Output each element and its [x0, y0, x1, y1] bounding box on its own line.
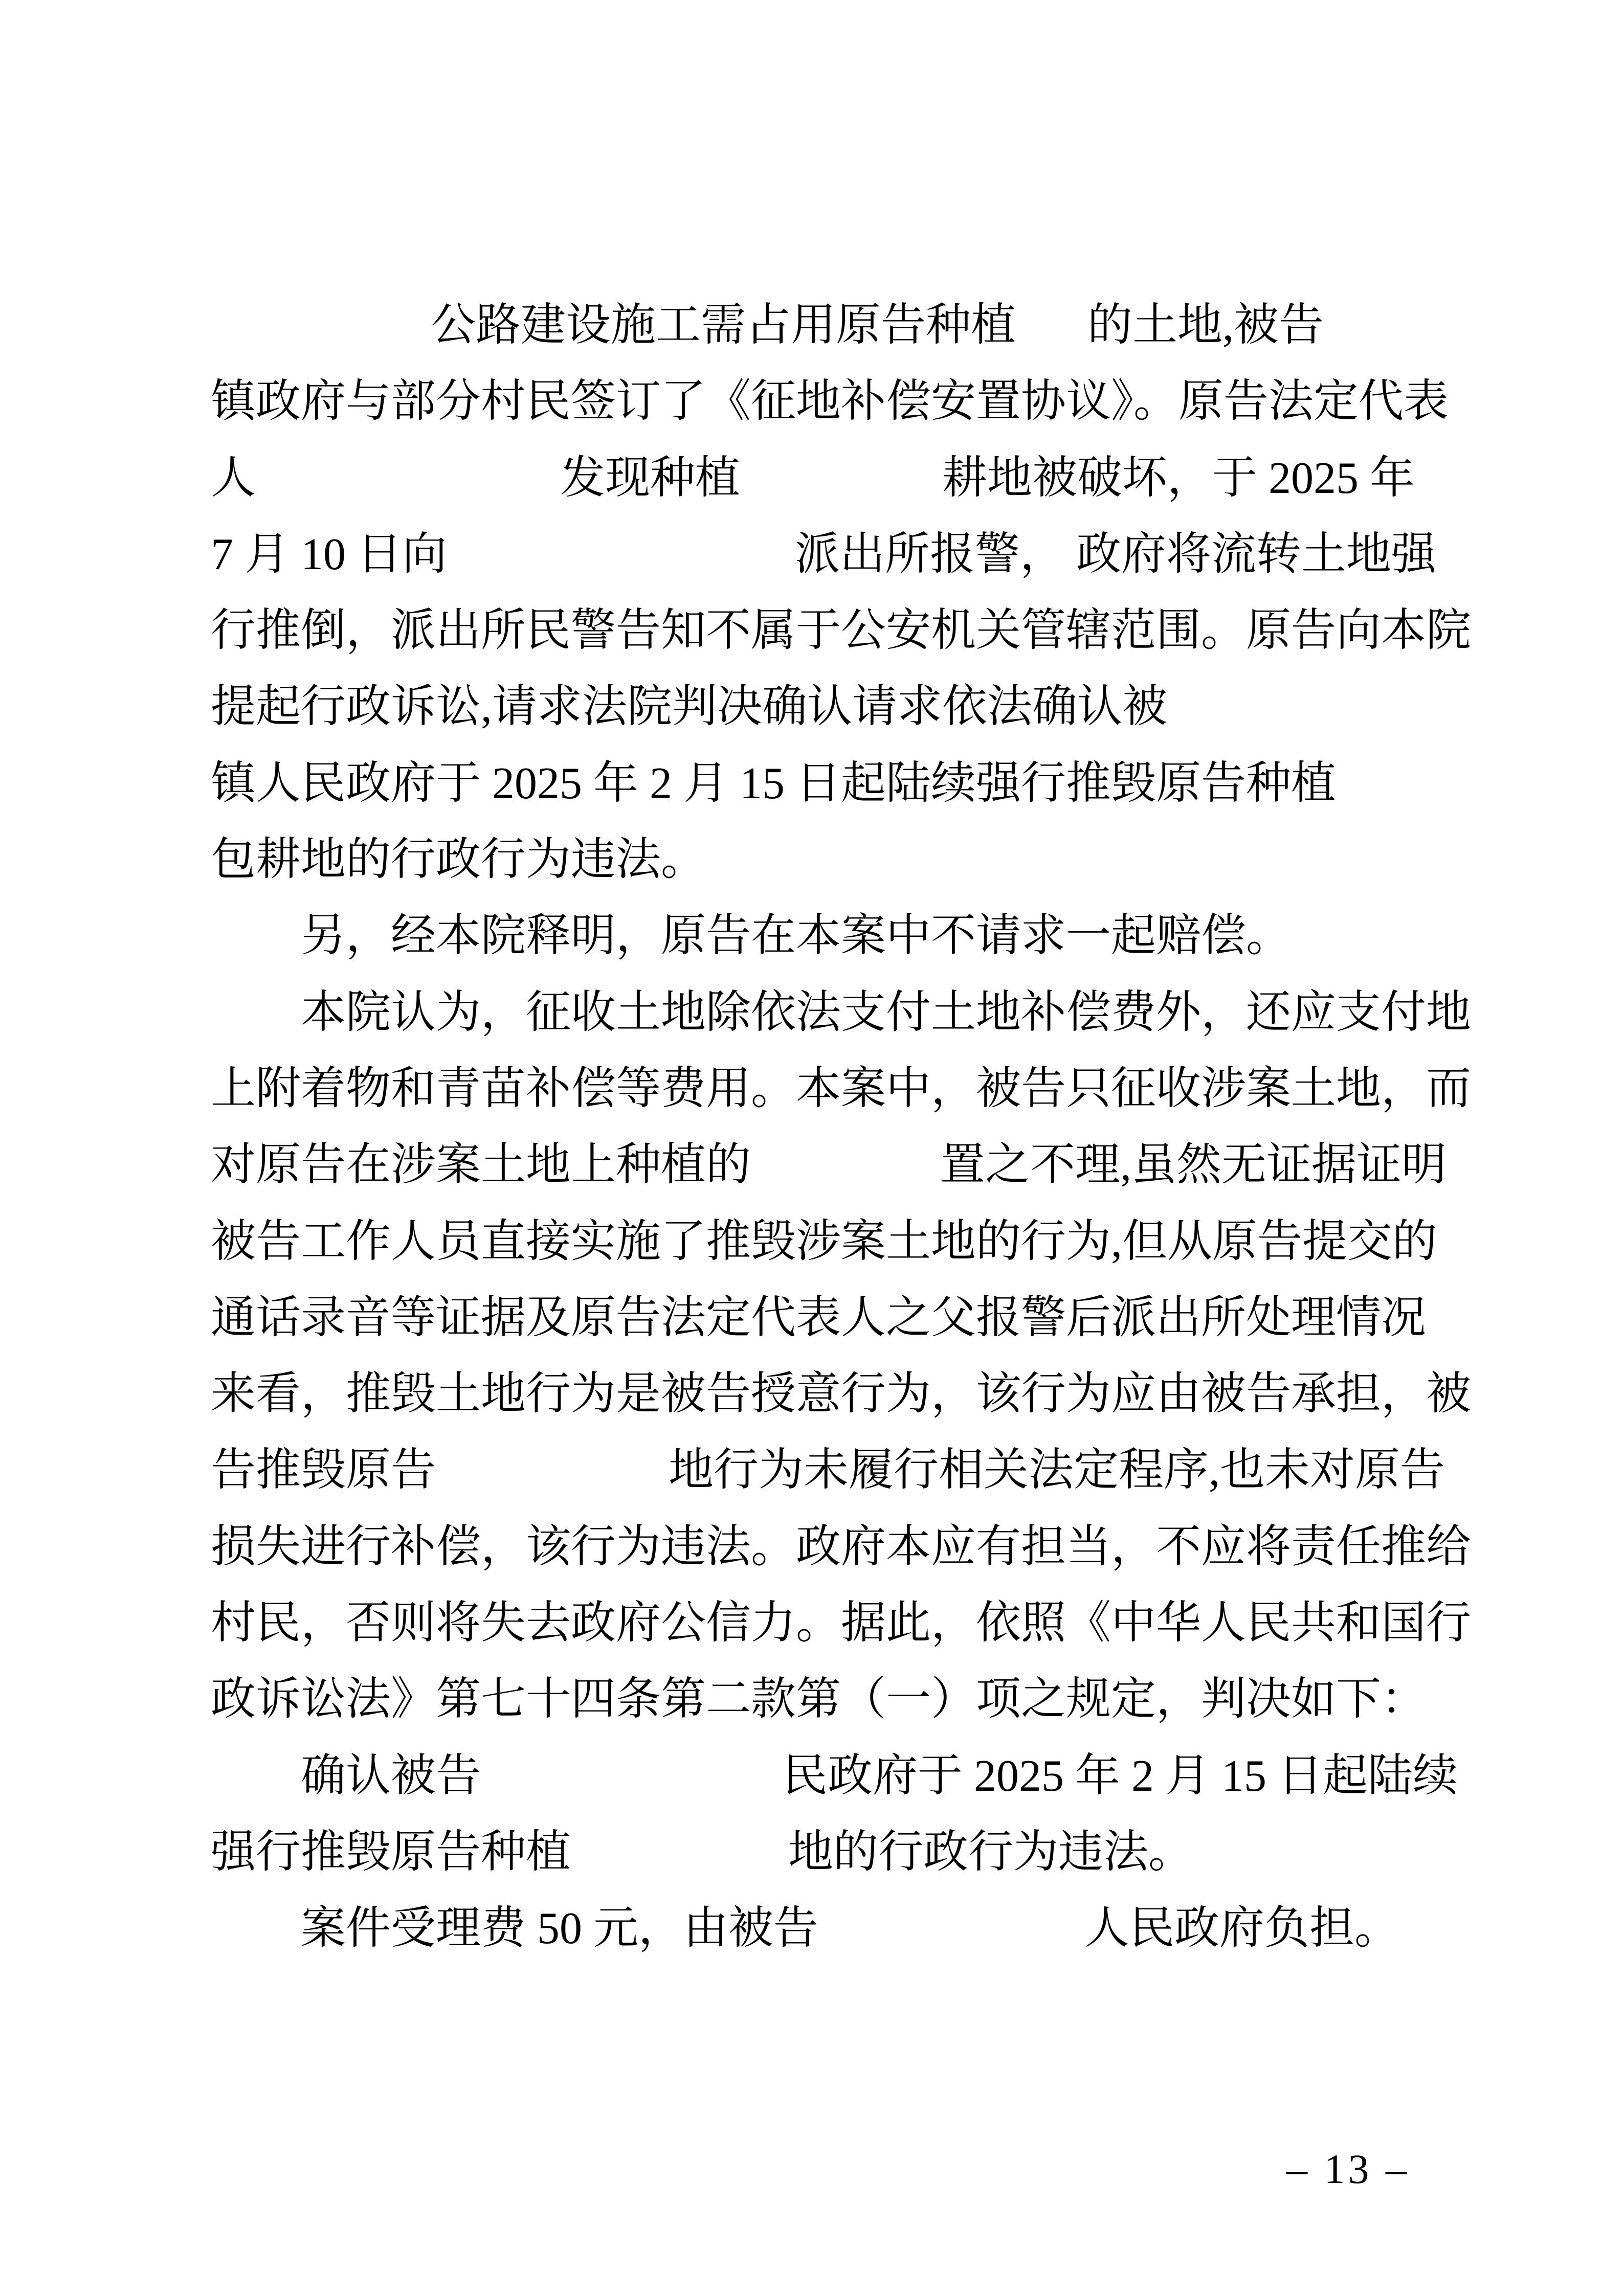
text-segment: 7 月 10 日向	[211, 529, 448, 579]
text-line	[211, 1204, 1438, 1280]
text-line	[211, 440, 1438, 516]
text-segment: 置之不理,虽然无证据证明	[940, 1140, 1447, 1190]
text-segment: 被告工作人员直接实施了推毁涉案土地的行为,但从原告提交的	[211, 1217, 1438, 1267]
text-segment: 镇人民政府于 2025 年 2 月 15 日起陆续强行推毁原告种植	[211, 758, 1337, 808]
redaction-gap	[571, 1866, 788, 1867]
text-line	[211, 593, 1472, 669]
text-segment: 行推倒，派出所民警告知不属于公安机关管辖范围。原告向本院	[211, 606, 1472, 656]
text-line	[211, 287, 1438, 364]
text-segment: 包耕地的行政行为违法。	[211, 835, 706, 885]
redaction-gap	[481, 1790, 783, 1791]
redaction-gap	[436, 1484, 669, 1485]
text-segment: 对原告在涉案土地上种植的	[211, 1140, 751, 1190]
text-line	[211, 1356, 1472, 1432]
redaction-gap	[740, 492, 942, 493]
text-segment: 镇政府与部分村民签订了《征地补偿安置协议》。原告法定代表	[211, 377, 1449, 427]
text-segment: 上附着物和青苗补偿等费用。本案中，被告只征收涉案土地，而	[211, 1064, 1472, 1114]
text-segment: 的土地,被告	[1087, 301, 1324, 350]
text-segment: 派出所报警， 政府将流转土地强	[795, 529, 1437, 579]
text-line	[211, 1585, 1472, 1661]
redaction-gap	[256, 492, 560, 493]
text-line	[211, 1509, 1472, 1585]
text-segment: 人民政府负担。	[1084, 1904, 1400, 1954]
text-line	[211, 1051, 1472, 1127]
text-segment: 提起行政诉讼,请求法院判决确认请求依法确认被	[211, 682, 1168, 732]
text-segment: 确认被告	[301, 1751, 481, 1801]
text-segment: 地行为未履行相关法定程序,也未对原告	[669, 1446, 1445, 1496]
page-number: – 13 –	[1286, 2146, 1410, 2192]
text-line	[211, 1661, 1438, 1738]
text-segment: 村民，否则将失去政府公信力。据此，依照《中华人民共和国行	[211, 1599, 1472, 1649]
text-segment: 人	[211, 453, 256, 503]
text-segment: 来看，推毁土地行为是被告授意行为，该行为应由被告承担，被	[211, 1369, 1472, 1420]
text-line	[211, 1890, 1438, 1967]
text-segment: 发现种植	[560, 453, 741, 503]
text-line	[211, 822, 1438, 898]
text-segment: 强行推毁原告种植	[211, 1827, 571, 1877]
redaction-gap	[751, 1179, 940, 1180]
text-line	[211, 669, 1438, 745]
text-line	[211, 516, 1438, 593]
text-line	[211, 1127, 1447, 1203]
text-segment: 地的行政行为违法。	[788, 1827, 1194, 1877]
text-segment: 本院认为，征收土地除依法支付土地补偿费外，还应支付地	[301, 987, 1472, 1038]
text-segment: 通话录音等证据及原告法定代表人之父报警后派出所处理情况	[211, 1293, 1427, 1343]
text-segment: 公路建设施工需占用原告种植	[431, 301, 1016, 350]
text-line	[211, 1432, 1445, 1509]
text-segment: 告推毁原告	[211, 1446, 436, 1496]
text-segment: 另，经本院释明，原告在本案中不请求一起赔偿。	[301, 911, 1292, 961]
text-line	[211, 898, 1438, 974]
text-line	[211, 975, 1472, 1051]
text-segment: 耕地被破坏，于 2025 年	[942, 453, 1415, 503]
text-line	[211, 364, 1449, 440]
text-segment: 民政府于 2025 年 2 月 15 日起陆续	[783, 1751, 1458, 1801]
text-segment: 政诉讼法》第七十四条第二款第（一）项之规定，判决如下：	[211, 1675, 1427, 1725]
text-segment: 损失进行补偿，该行为违法。政府本应有担当，不应将责任推给	[211, 1522, 1472, 1572]
text-line	[211, 746, 1438, 822]
text-line	[211, 1280, 1438, 1356]
text-line	[211, 1738, 1458, 1814]
judgment-body-text	[211, 287, 1472, 1967]
text-segment: 案件受理费 50 元，由被告	[301, 1904, 819, 1954]
text-line	[211, 1814, 1438, 1890]
